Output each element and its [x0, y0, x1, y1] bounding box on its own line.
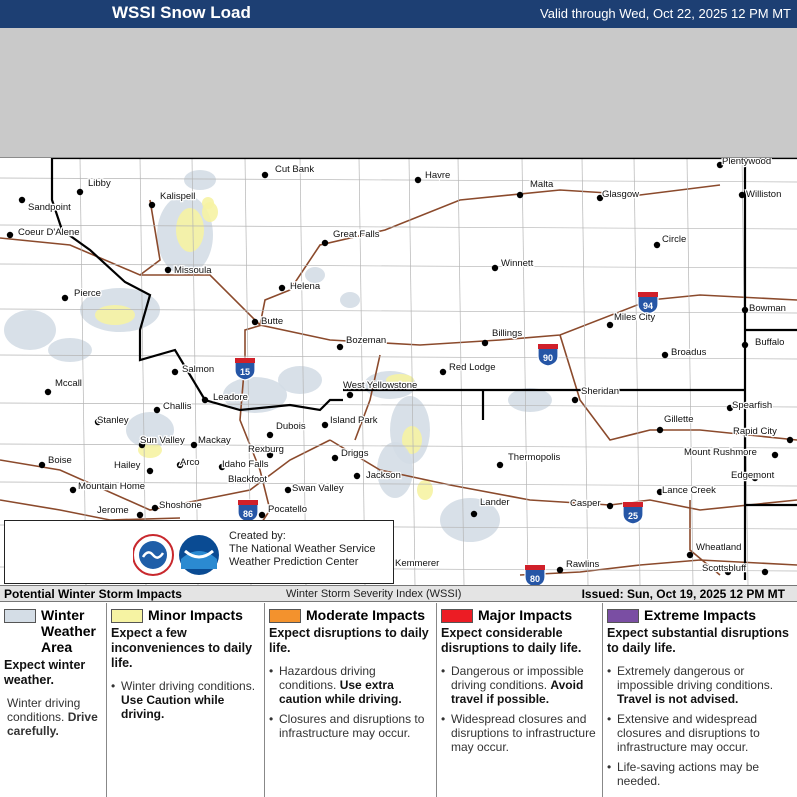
- city-label-blackfoot: Blackfoot: [228, 474, 268, 485]
- minor-b1-bold: Use Caution while driving.: [121, 693, 225, 721]
- moderate-bullet-1: [269, 664, 432, 706]
- city-dot-sandpoint: [19, 197, 25, 203]
- out-of-domain-area: [0, 28, 797, 158]
- city-label-butte: Butte: [261, 316, 284, 327]
- major-b1-plain: Dangerous or impossible driving conditions.: [451, 664, 584, 692]
- agency-logos: [133, 533, 223, 577]
- city-dot-hailey: [147, 468, 153, 474]
- minor-bullet-1: [111, 679, 260, 721]
- city-label-bozeman: Bozeman: [346, 335, 387, 346]
- city-dot-helena: [279, 285, 285, 291]
- city-label-pierce: Pierce: [74, 288, 101, 299]
- city-label-swan-valley: Swan Valley: [292, 483, 344, 494]
- city-label-libby: Libby: [88, 178, 111, 189]
- road-10: [140, 200, 160, 275]
- minor-headline: Expect a few inconveniences to daily life.: [111, 626, 253, 670]
- extreme-swatch: [607, 609, 639, 623]
- extreme-bullet-2: • Extensive and widespread closures and disruptions to infrastructure may occur.: [607, 712, 793, 754]
- city-label-coeur-d-alene: Coeur D'Alene: [18, 227, 80, 238]
- winter-weather-area-18: [508, 388, 552, 412]
- city-dot-island-park: [322, 422, 328, 428]
- city-label-thermopolis: Thermopolis: [508, 452, 561, 463]
- city-dot-cut-bank: [262, 172, 268, 178]
- credit-box: [4, 520, 394, 584]
- winter-weather-area-6: [48, 338, 92, 362]
- city-dot-driggs: [332, 455, 338, 461]
- city-label-rapid-city: Rapid City: [733, 426, 777, 437]
- legend-moderate: [265, 603, 437, 797]
- city-dot-shoshone: [152, 505, 158, 511]
- city-dot-boise: [39, 462, 45, 468]
- legend-extreme: [603, 603, 797, 797]
- city-label-cut-bank: Cut Bank: [275, 164, 315, 175]
- city-dot-mackay: [191, 442, 197, 448]
- city-dot-mountain-home: [70, 487, 76, 493]
- city-label-jerome: Jerome: [97, 505, 129, 516]
- city-label-missoula: Missoula: [174, 265, 212, 276]
- city-label-rexburg: Rexburg: [248, 444, 284, 455]
- city-label-red-lodge: Red Lodge: [449, 362, 496, 373]
- city-label-williston: Williston: [746, 189, 782, 200]
- city-label-sheridan: Sheridan: [581, 386, 620, 397]
- city-label-mount-rushmore: Mount Rushmore: [684, 447, 757, 458]
- city-dot-miles-city: [607, 322, 613, 328]
- credit-line-2: The National Weather Service: [229, 543, 376, 555]
- legend-header: [0, 585, 797, 602]
- extreme-b1-plain: Extremely dangerous or impossible driving conditions.: [617, 664, 774, 692]
- city-dot-kalispell: [149, 202, 155, 208]
- extreme-name: Extreme Impacts: [644, 607, 757, 623]
- city-label-helena: Helena: [290, 281, 321, 292]
- city-label-winnett: Winnett: [501, 258, 534, 269]
- valid-through-text: Valid through Wed, Oct 22, 2025 12 PM MT: [540, 6, 791, 21]
- city-label-dubois: Dubois: [276, 421, 306, 432]
- interstate-shield-80: [525, 565, 545, 585]
- city-dot-salmon: [172, 369, 178, 375]
- noaa-logo: [179, 535, 219, 575]
- major-bullet-1: [441, 664, 598, 706]
- city-dot-leadore: [202, 397, 208, 403]
- city-dot-rapid-city: [787, 437, 793, 443]
- city-label-havre: Havre: [425, 170, 451, 181]
- city-label-bowman: Bowman: [749, 303, 786, 314]
- svg-text:15: 15: [239, 367, 251, 377]
- city-dot-red-lodge: [440, 369, 446, 375]
- major-name: Major Impacts: [478, 607, 573, 623]
- city-dot-dubois: [267, 432, 273, 438]
- city-dot-casper: [607, 503, 613, 509]
- city-label-miles-city: Miles City: [614, 312, 656, 323]
- minor-impact-area-14: [417, 480, 433, 500]
- interstate-shield-86: [238, 500, 258, 522]
- city-dot-havre: [415, 177, 421, 183]
- extreme-bullet-3: • Life-saving actions may be needed.: [607, 760, 793, 788]
- svg-text:94: 94: [642, 301, 654, 311]
- city-dot-buffalo: [742, 342, 748, 348]
- minor-b1-plain: Winter driving conditions.: [121, 679, 256, 693]
- svg-text:25: 25: [627, 511, 639, 521]
- winter-text-bold: Drive carefully.: [7, 710, 98, 738]
- city-label-boise: Boise: [48, 455, 72, 466]
- credit-line-1: Created by:: [229, 530, 286, 542]
- city-dot-mount-rushmore: [772, 452, 778, 458]
- credit-line-3: Weather Prediction Center: [229, 556, 359, 568]
- winter-weather-area-5: [4, 310, 56, 350]
- city-dot-bowman: [742, 307, 748, 313]
- city-dot-challis: [154, 407, 160, 413]
- extreme-bullet-1: [607, 664, 793, 706]
- city-label-mccall: Mccall: [55, 378, 82, 389]
- city-dot-pierce: [62, 295, 68, 301]
- city-dot-broadus: [662, 352, 668, 358]
- minor-impact-area-1: [176, 208, 204, 252]
- header-bar: [0, 0, 797, 28]
- city-label-wheatland: Wheatland: [696, 542, 742, 553]
- moderate-bullet-2: • Closures and disruptions to infrastructure may occur.: [269, 712, 432, 740]
- svg-text:86: 86: [242, 509, 254, 519]
- city-label-spearfish: Spearfish: [732, 400, 773, 411]
- road-9: [355, 355, 380, 440]
- city-dot-jerome: [137, 512, 143, 518]
- city-label-hailey: Hailey: [114, 460, 141, 471]
- moderate-b1-bold: Use extra caution while driving.: [279, 678, 402, 706]
- city-label-malta: Malta: [530, 179, 554, 190]
- winter-headline: Expect winter weather.: [4, 658, 86, 687]
- minor-name: Minor Impacts: [148, 607, 243, 623]
- credit-text: [229, 530, 376, 569]
- city-label-jackson: Jackson: [366, 470, 401, 481]
- winter-swatch: [4, 609, 36, 623]
- city-label-kemmerer: Kemmerer: [395, 558, 440, 569]
- city-label-shoshone: Shoshone: [159, 500, 202, 511]
- interstate-shield-15: [235, 358, 255, 380]
- city-dot-mccall: [45, 389, 51, 395]
- map-title: WSSI Snow Load: [112, 3, 251, 22]
- city-label-mountain-home: Mountain Home: [78, 481, 146, 492]
- city-label-sun-valley: Sun Valley: [140, 435, 185, 446]
- winter-weather-area-19: [184, 170, 216, 190]
- city-label-west-yellowstone: West Yellowstone: [343, 380, 418, 391]
- city-label-pocatello: Pocatello: [268, 504, 308, 515]
- major-headline: Expect considerable disruptions to daily life.: [441, 626, 582, 655]
- city-label-stanley: Stanley: [97, 415, 129, 426]
- interstate-shield-94: [638, 292, 658, 314]
- city-dot-libby: [77, 189, 83, 195]
- major-bullet-2: • Widespread closures and disruptions to infrastructure may occur.: [441, 712, 598, 754]
- city-label-casper: Casper: [570, 498, 601, 509]
- city-label-arco: Arco: [180, 457, 200, 468]
- moderate-headline: Expect disruptions to daily life.: [269, 626, 429, 655]
- minor-swatch: [111, 609, 143, 623]
- city-dot-butte: [252, 319, 258, 325]
- city-label-island-park: Island Park: [330, 415, 378, 426]
- city-label-plentywood: Plentywood: [722, 158, 772, 167]
- city-label-kalispell: Kalispell: [160, 191, 196, 202]
- city-label-broadus: Broadus: [671, 347, 707, 358]
- city-label-billings: Billings: [492, 328, 523, 339]
- city-dot-jackson: [354, 473, 360, 479]
- city-label-mackay: Mackay: [198, 435, 231, 446]
- moderate-name: Moderate Impacts: [306, 607, 426, 623]
- city-dot-thermopolis: [497, 462, 503, 468]
- city-label-edgemont: Edgemont: [731, 470, 775, 481]
- issued-text: Issued: Sun, Oct 19, 2025 12 PM MT: [581, 587, 785, 601]
- city-label-glasgow: Glasgow: [602, 189, 639, 200]
- city-label-lander: Lander: [480, 497, 510, 508]
- city-dot-sheridan: [572, 397, 578, 403]
- city-label-gillette: Gillette: [664, 414, 694, 425]
- legend-major: [437, 603, 603, 797]
- city-dot-coeur-d-alene: [7, 232, 13, 238]
- city-label-driggs: Driggs: [341, 448, 369, 459]
- city-dot-malta: [517, 192, 523, 198]
- winter-text-plain: Winter driving conditions.: [7, 696, 81, 724]
- minor-impact-area-20: [202, 197, 214, 209]
- city-label-circle: Circle: [662, 234, 687, 245]
- city-label-rawlins: Rawlins: [566, 559, 600, 570]
- city-dot-williston: [739, 192, 745, 198]
- city-dot-lander: [471, 511, 477, 517]
- city-label-scottsbluff: Scottsbluff: [702, 563, 747, 574]
- cities-layer: [7, 158, 793, 575]
- impact-legend: [0, 603, 797, 797]
- legend-header-index: Winter Storm Severity Index (WSSI): [286, 588, 462, 600]
- legend-header-title: Potential Winter Storm Impacts: [4, 587, 182, 601]
- legend-winter: [0, 603, 107, 797]
- city-label-lance-creek: Lance Creek: [662, 485, 716, 496]
- extreme-b1-bold: Travel is not advised.: [617, 692, 739, 706]
- interstate-shield-25: [623, 502, 643, 524]
- moderate-b1-plain: Hazardous driving conditions.: [279, 664, 376, 692]
- winter-text: [4, 696, 102, 738]
- city-dot-missoula: [165, 267, 171, 273]
- city-dot-bozeman: [337, 344, 343, 350]
- interstate-shield-90: [538, 344, 558, 366]
- major-swatch: [441, 609, 473, 623]
- winter-weather-area-8: [278, 366, 322, 394]
- city-label-great-falls: Great Falls: [333, 229, 380, 240]
- minor-impact-area-4: [95, 305, 135, 325]
- city-dot-pocatello: [259, 512, 265, 518]
- winter-weather-area-21: [340, 292, 360, 308]
- major-b1-bold: Avoid travel if possible.: [451, 678, 584, 706]
- city-dot-circle: [654, 242, 660, 248]
- city-label-leadore: Leadore: [213, 392, 248, 403]
- city-dot-swan-valley: [285, 487, 291, 493]
- city-label-salmon: Salmon: [182, 364, 215, 375]
- extreme-headline: Expect substantial disruptions to daily life.: [607, 626, 789, 655]
- city-label-buffalo: Buffalo: [755, 337, 785, 348]
- nws-logo: [133, 535, 173, 575]
- city-dot-winnett: [492, 265, 498, 271]
- city-label-sandpoint: Sandpoint: [28, 202, 71, 213]
- svg-text:80: 80: [529, 574, 541, 584]
- city-dot-billings: [482, 340, 488, 346]
- city-dot-rawlins: [557, 567, 563, 573]
- city-dot-kemmerer: [762, 569, 768, 575]
- city-label-idaho-falls: Idaho Falls: [222, 459, 269, 470]
- svg-text:90: 90: [542, 353, 554, 363]
- city-dot-west-yellowstone: [347, 392, 353, 398]
- city-dot-gillette: [657, 427, 663, 433]
- city-label-challis: Challis: [163, 401, 192, 412]
- winter-name: Winter Weather Area: [41, 607, 96, 655]
- legend-minor: [107, 603, 265, 797]
- moderate-swatch: [269, 609, 301, 623]
- city-dot-great-falls: [322, 240, 328, 246]
- city-dot-wheatland: [687, 552, 693, 558]
